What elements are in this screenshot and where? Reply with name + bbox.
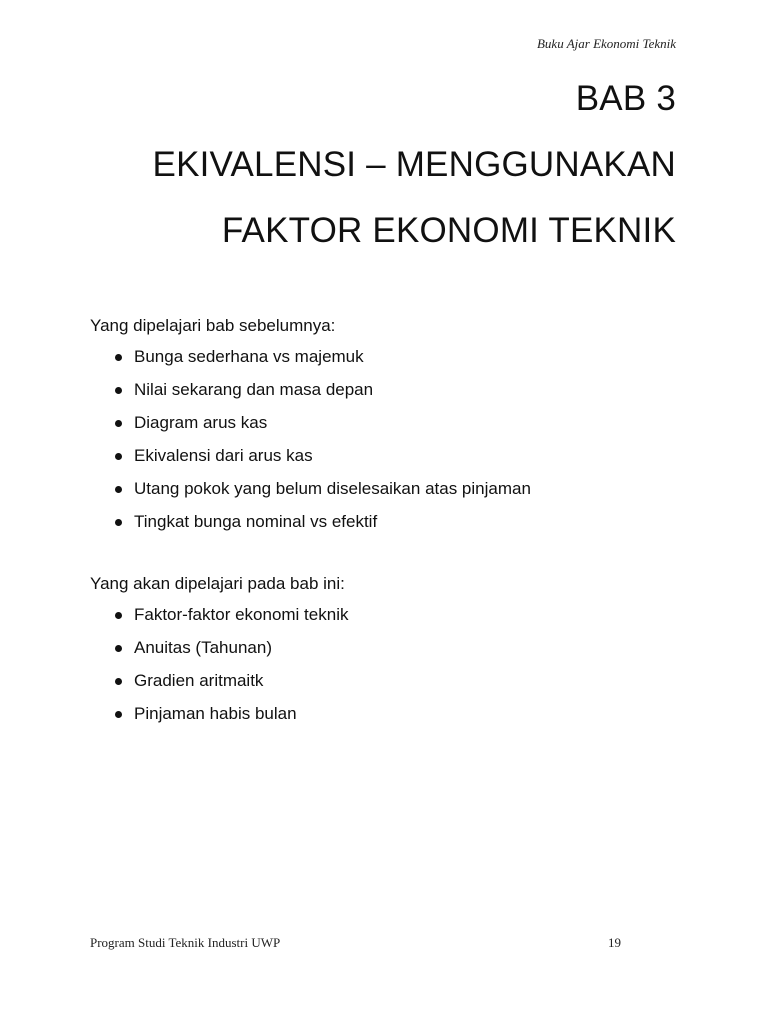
list-item-text: Bunga sederhana vs majemuk: [134, 347, 364, 366]
list-item-text: Nilai sekarang dan masa depan: [134, 380, 374, 399]
page-number: 19: [608, 935, 621, 950]
bullet-icon: [115, 678, 122, 685]
bullet-icon: [115, 453, 122, 460]
list-item-text: Utang pokok yang belum diselesaikan atas pinjaman: [134, 479, 531, 498]
list-item: [90, 670, 678, 703]
bullet-icon: [115, 420, 122, 427]
bullet-icon: [115, 519, 122, 526]
upcoming-topics-list: [90, 604, 678, 736]
list-item: [90, 445, 678, 478]
list-item-text: Tingkat bunga nominal vs efektif: [134, 512, 378, 531]
list-item: [90, 346, 678, 379]
upcoming-topics-intro: Yang akan dipelajari pada bab ini:: [90, 574, 345, 593]
list-item-text: Pinjaman habis bulan: [134, 704, 297, 723]
bullet-icon: [115, 387, 122, 394]
chapter-number: BAB 3: [575, 79, 676, 118]
chapter-heading: [90, 66, 676, 264]
list-item: [90, 637, 678, 670]
list-item-text: Diagram arus kas: [134, 413, 268, 432]
previous-topics-section: [90, 315, 678, 544]
bullet-icon: [115, 354, 122, 361]
chapter-title-line-1: EKIVALENSI – MENGGUNAKAN: [152, 145, 676, 184]
chapter-title-line-2: FAKTOR EKONOMI TEKNIK: [221, 211, 676, 250]
bullet-icon: [115, 711, 122, 718]
previous-topics-intro: Yang dipelajari bab sebelumnya:: [90, 316, 336, 335]
list-item-text: Faktor-faktor ekonomi teknik: [134, 605, 349, 624]
list-item: [90, 511, 678, 544]
upcoming-topics-section: [90, 573, 678, 736]
list-item: [90, 604, 678, 637]
list-item: [90, 412, 678, 445]
bullet-icon: [115, 612, 122, 619]
list-item-text: Ekivalensi dari arus kas: [134, 446, 313, 465]
footer-program: Program Studi Teknik Industri UWP: [90, 935, 281, 950]
list-item: [90, 703, 678, 736]
bullet-icon: [115, 486, 122, 493]
list-item-text: Gradien aritmaitk: [134, 671, 264, 690]
bullet-icon: [115, 645, 122, 652]
list-item: [90, 478, 678, 511]
list-item-text: Anuitas (Tahunan): [134, 638, 272, 657]
list-item: [90, 379, 678, 412]
running-header: Buku Ajar Ekonomi Teknik: [536, 36, 676, 51]
previous-topics-list: [90, 346, 678, 544]
